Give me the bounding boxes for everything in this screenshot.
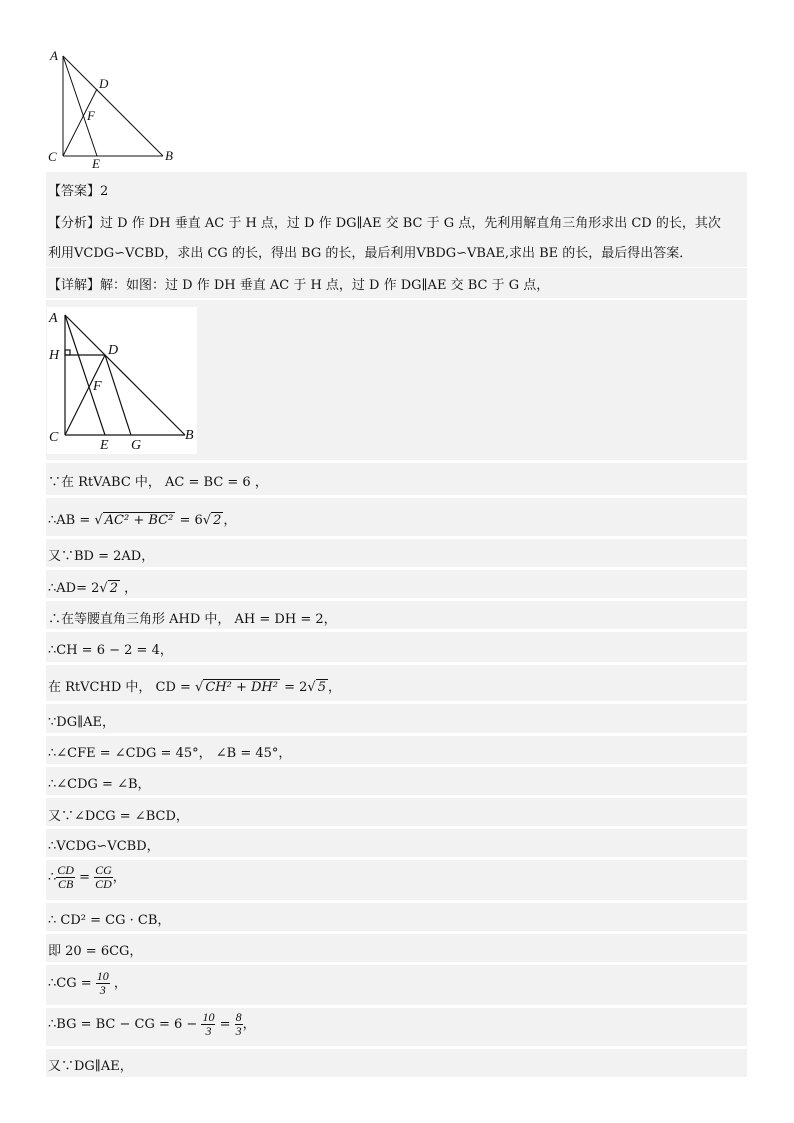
label-a: A [49,311,58,326]
answer-line [48,180,108,199]
label-f: F [87,108,95,123]
step-15-text: 即 20 = 6CG， [48,944,143,959]
fraction-den: 3 [235,1024,242,1038]
step-10 [48,773,151,792]
label-a: A [50,48,58,63]
step-7-radicand: CH² + DH² [205,680,278,695]
step-8 [48,711,115,730]
step-1 [48,471,268,490]
label-b: B [185,428,194,443]
step-9-text: ∴∠CFE = ∠CDG = 45°， ∠B = 45°， [48,746,292,761]
fraction-num: 10 [96,969,109,983]
fraction-den: 3 [205,1024,212,1038]
fraction-10-3 [201,1011,215,1038]
fraction-den: CB [57,877,74,891]
step-14 [48,909,170,928]
step-4-pre: ∴AD= 2 [48,581,100,596]
label-c: C [48,149,57,164]
step-2-mid: = 6 [175,513,203,528]
step-band-10 [46,767,747,795]
label-d: D [108,343,119,358]
step-band-18 [46,1049,747,1077]
label-g: G [131,438,142,453]
step-6 [48,639,173,658]
step-6-text: ∴CH = 6 − 2 = 4， [48,643,173,658]
step-13-pre: ∴ [48,870,57,885]
fraction-den: 3 [99,983,106,997]
step-16-post: ， [109,976,127,991]
step-11-text: 又∵∠DCG = ∠BCD， [48,809,189,824]
figure2-box [47,307,197,454]
step-10-text: ∴∠CDG = ∠B， [48,777,151,792]
step-2-pre: ∴AB = [48,513,95,528]
fraction-10-3 [96,970,110,997]
label-h: H [49,348,60,363]
step-1-text: ∵在 RtVABC 中， AC = BC = 6 ， [48,475,268,490]
label-e: E [92,156,100,170]
step-17-pre: ∴BG = BC − CG = 6 − [48,1017,202,1032]
label-c: C [49,430,59,445]
detail-tag: 【详解】 [48,278,101,293]
step-15 [48,940,142,959]
step-band-4 [46,570,747,598]
step-16 [48,970,127,997]
fraction-num: CG [95,863,112,877]
step-2-radicand-2: 2 [213,513,222,528]
step-7-post: ， [327,680,341,695]
label-f: F [93,379,102,394]
step-17-eq: = [215,1017,235,1032]
fraction-8-3 [235,1011,243,1038]
label-b: B [165,148,173,163]
step-17-post: ， [242,1017,256,1032]
step-16-pre: ∴CG = [48,976,96,991]
step-band-15 [46,934,747,962]
step-12-text: ∴VCDG∽VCBD， [48,839,160,854]
step-3 [48,545,154,564]
step-7-pre: 在 RtVCHD 中， CD = [48,680,196,695]
analysis-line-2 [48,242,692,261]
step-13 [48,864,126,891]
fraction-den: CD [95,877,112,891]
step-7: 在 RtVCHD 中， CD = √ CH² + DH² = 2√ 5 ， [48,680,341,695]
analysis-tag: 【分析】 [48,216,101,231]
step-5-text: ∴在等腰直角三角形 AHD 中， AH = DH = 2， [48,612,337,627]
step-band-8 [46,704,747,733]
step-4: ∴AD= 2√ 2 ， [48,581,138,596]
step-14-text: ∴ CD² = CG · CB， [48,913,171,928]
step-band-13 [46,860,747,900]
step-13-eq: = [74,870,95,885]
analysis-text-1: 过 D 作 DH 垂直 AC 于 H 点，过 D 作 DG∥AE 交 BC 于 G 点，先利用解直角三角形求出 CD 的长，其次 [100,216,721,231]
step-12 [48,835,160,854]
step-4-radicand: 2 [109,581,118,596]
step-2: ∴AB = √ AC² + BC² = 6√ 2 ， [48,513,237,528]
triangle-figure-2 [47,307,197,454]
answer-value: 2 [100,184,109,199]
label-d: D [99,76,109,91]
fraction-cd-cb [56,864,75,891]
step-13-post: ， [112,870,126,885]
step-9 [48,742,291,761]
step-17 [48,1011,256,1038]
answer-tag: 【答案】 [48,184,101,199]
fraction-num: 8 [235,1010,242,1024]
analysis-text-2: 利用VCDG∽VCBD，求出 CG 的长，得出 BG 的长，最后利用VBDG∽VBAE,求出 BE 的长，最后得出答案． [48,246,693,261]
step-4-post: ， [119,581,138,596]
step-18 [48,1055,133,1074]
step-7-mid: = 2 [279,680,308,695]
label-e: E [100,438,109,453]
triangle-figure-1 [46,48,186,170]
step-band-16 [46,965,747,1005]
fraction-cg-cd [94,864,113,891]
fraction-num: 10 [202,1010,215,1024]
detail-line [48,274,549,293]
fraction-num: CD [57,863,74,877]
step-2-radicand: AC² + BC² [104,513,174,528]
step-2-post: ， [223,513,237,528]
detail-text: 解：如图：过 D 作 DH 垂直 AC 于 H 点，过 D 作 DG∥AE 交 BC 于 G 点， [100,278,550,293]
step-8-text: ∵DG∥AE， [48,715,115,730]
step-18-text: 又∵DG∥AE， [48,1059,133,1074]
analysis-line-1 [48,212,721,231]
step-7-radicand-2: 5 [317,680,326,695]
step-5 [48,608,337,627]
step-11 [48,805,189,824]
step-3-text: 又∵BD = 2AD， [48,549,155,564]
